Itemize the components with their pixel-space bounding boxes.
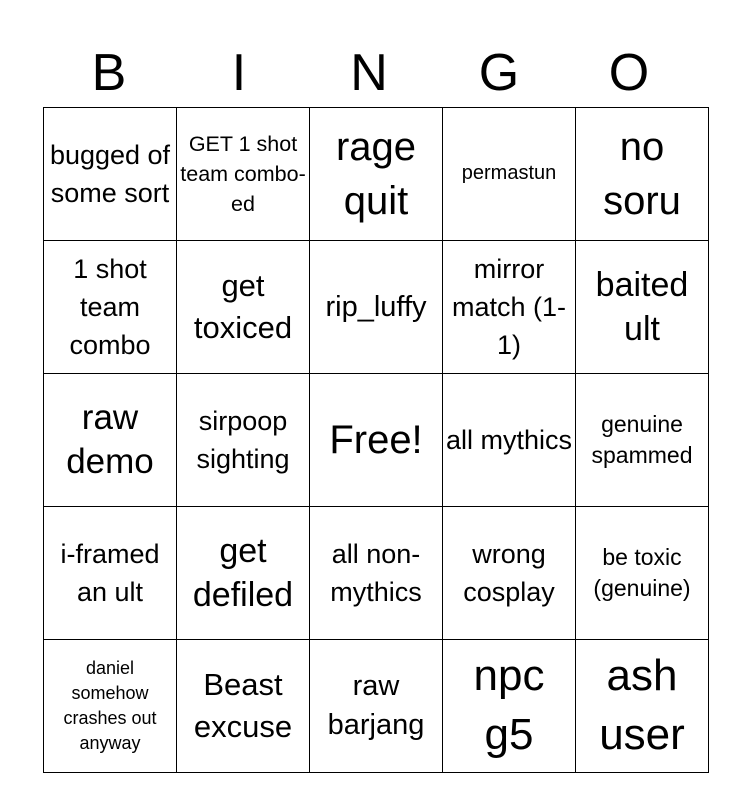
cell-label: GET 1 shot team combo-ed <box>180 131 306 217</box>
header-letter-i: I <box>231 44 247 102</box>
cell-label: get toxiced <box>193 267 293 345</box>
cell-label: Beast excuse <box>193 666 293 744</box>
cell-label: baited ult <box>595 265 689 348</box>
bingo-cell[interactable] <box>44 241 177 374</box>
bingo-cell[interactable] <box>576 108 709 241</box>
board-row-1 <box>44 108 709 241</box>
bingo-cell[interactable] <box>576 640 709 773</box>
bingo-cell[interactable] <box>576 241 709 374</box>
bingo-header <box>44 40 694 106</box>
bingo-cell[interactable] <box>443 640 576 773</box>
cell-label: rage quit <box>335 125 417 223</box>
board-row-5 <box>44 640 709 773</box>
bingo-cell[interactable] <box>177 507 310 640</box>
bingo-cell[interactable] <box>177 241 310 374</box>
board-row-4 <box>44 507 709 640</box>
cell-label: 1 shot team combo <box>69 253 151 361</box>
bingo-cell[interactable] <box>177 374 310 507</box>
bingo-cell[interactable] <box>443 374 576 507</box>
header-letter-o: O <box>608 44 650 102</box>
cell-label: get defiled <box>192 531 294 614</box>
cell-label: bugged of some sort <box>49 139 171 208</box>
cell-label: all non-mythics <box>330 538 422 607</box>
bingo-cell[interactable] <box>44 507 177 640</box>
header-letter-g: G <box>478 44 520 102</box>
cell-label: raw barjang <box>327 670 425 741</box>
board-row-3 <box>44 374 709 507</box>
cell-label: sirpoop sighting <box>196 405 290 474</box>
cell-label: rip_luffy <box>325 290 427 323</box>
header-letter-b: B <box>91 44 127 102</box>
header-letter-n: N <box>350 44 388 102</box>
bingo-cell[interactable] <box>44 108 177 241</box>
bingo-cell[interactable] <box>576 507 709 640</box>
cell-label: all mythics <box>445 424 573 455</box>
bingo-cell[interactable] <box>177 640 310 773</box>
cell-label: ash user <box>599 651 685 759</box>
bingo-cell[interactable] <box>310 108 443 241</box>
bingo-cell[interactable] <box>44 640 177 773</box>
bingo-cell[interactable] <box>177 108 310 241</box>
cell-label: be toxic (genuine) <box>593 543 691 601</box>
cell-label: permastun <box>461 162 557 185</box>
bingo-board <box>43 107 709 773</box>
bingo-cell[interactable] <box>443 108 576 241</box>
cell-label: npc g5 <box>473 651 545 759</box>
cell-label: mirror match (1-1) <box>451 253 567 361</box>
bingo-cell[interactable] <box>310 640 443 773</box>
bingo-cell[interactable] <box>443 241 576 374</box>
cell-label: genuine spammed <box>591 410 693 468</box>
cell-label: i-framed an ult <box>60 538 160 607</box>
bingo-cell[interactable] <box>310 507 443 640</box>
cell-label: daniel somehow crashes out anyway <box>63 657 157 754</box>
free-space <box>310 374 443 507</box>
cell-label: raw demo <box>66 398 154 481</box>
bingo-cell[interactable] <box>443 507 576 640</box>
cell-label: wrong cosplay <box>463 538 555 607</box>
board-row-2 <box>44 241 709 374</box>
cell-label: no soru <box>603 125 681 223</box>
bingo-cell[interactable] <box>44 374 177 507</box>
bingo-cell[interactable] <box>576 374 709 507</box>
bingo-cell[interactable] <box>310 241 443 374</box>
free-space-label: Free! <box>329 418 423 462</box>
